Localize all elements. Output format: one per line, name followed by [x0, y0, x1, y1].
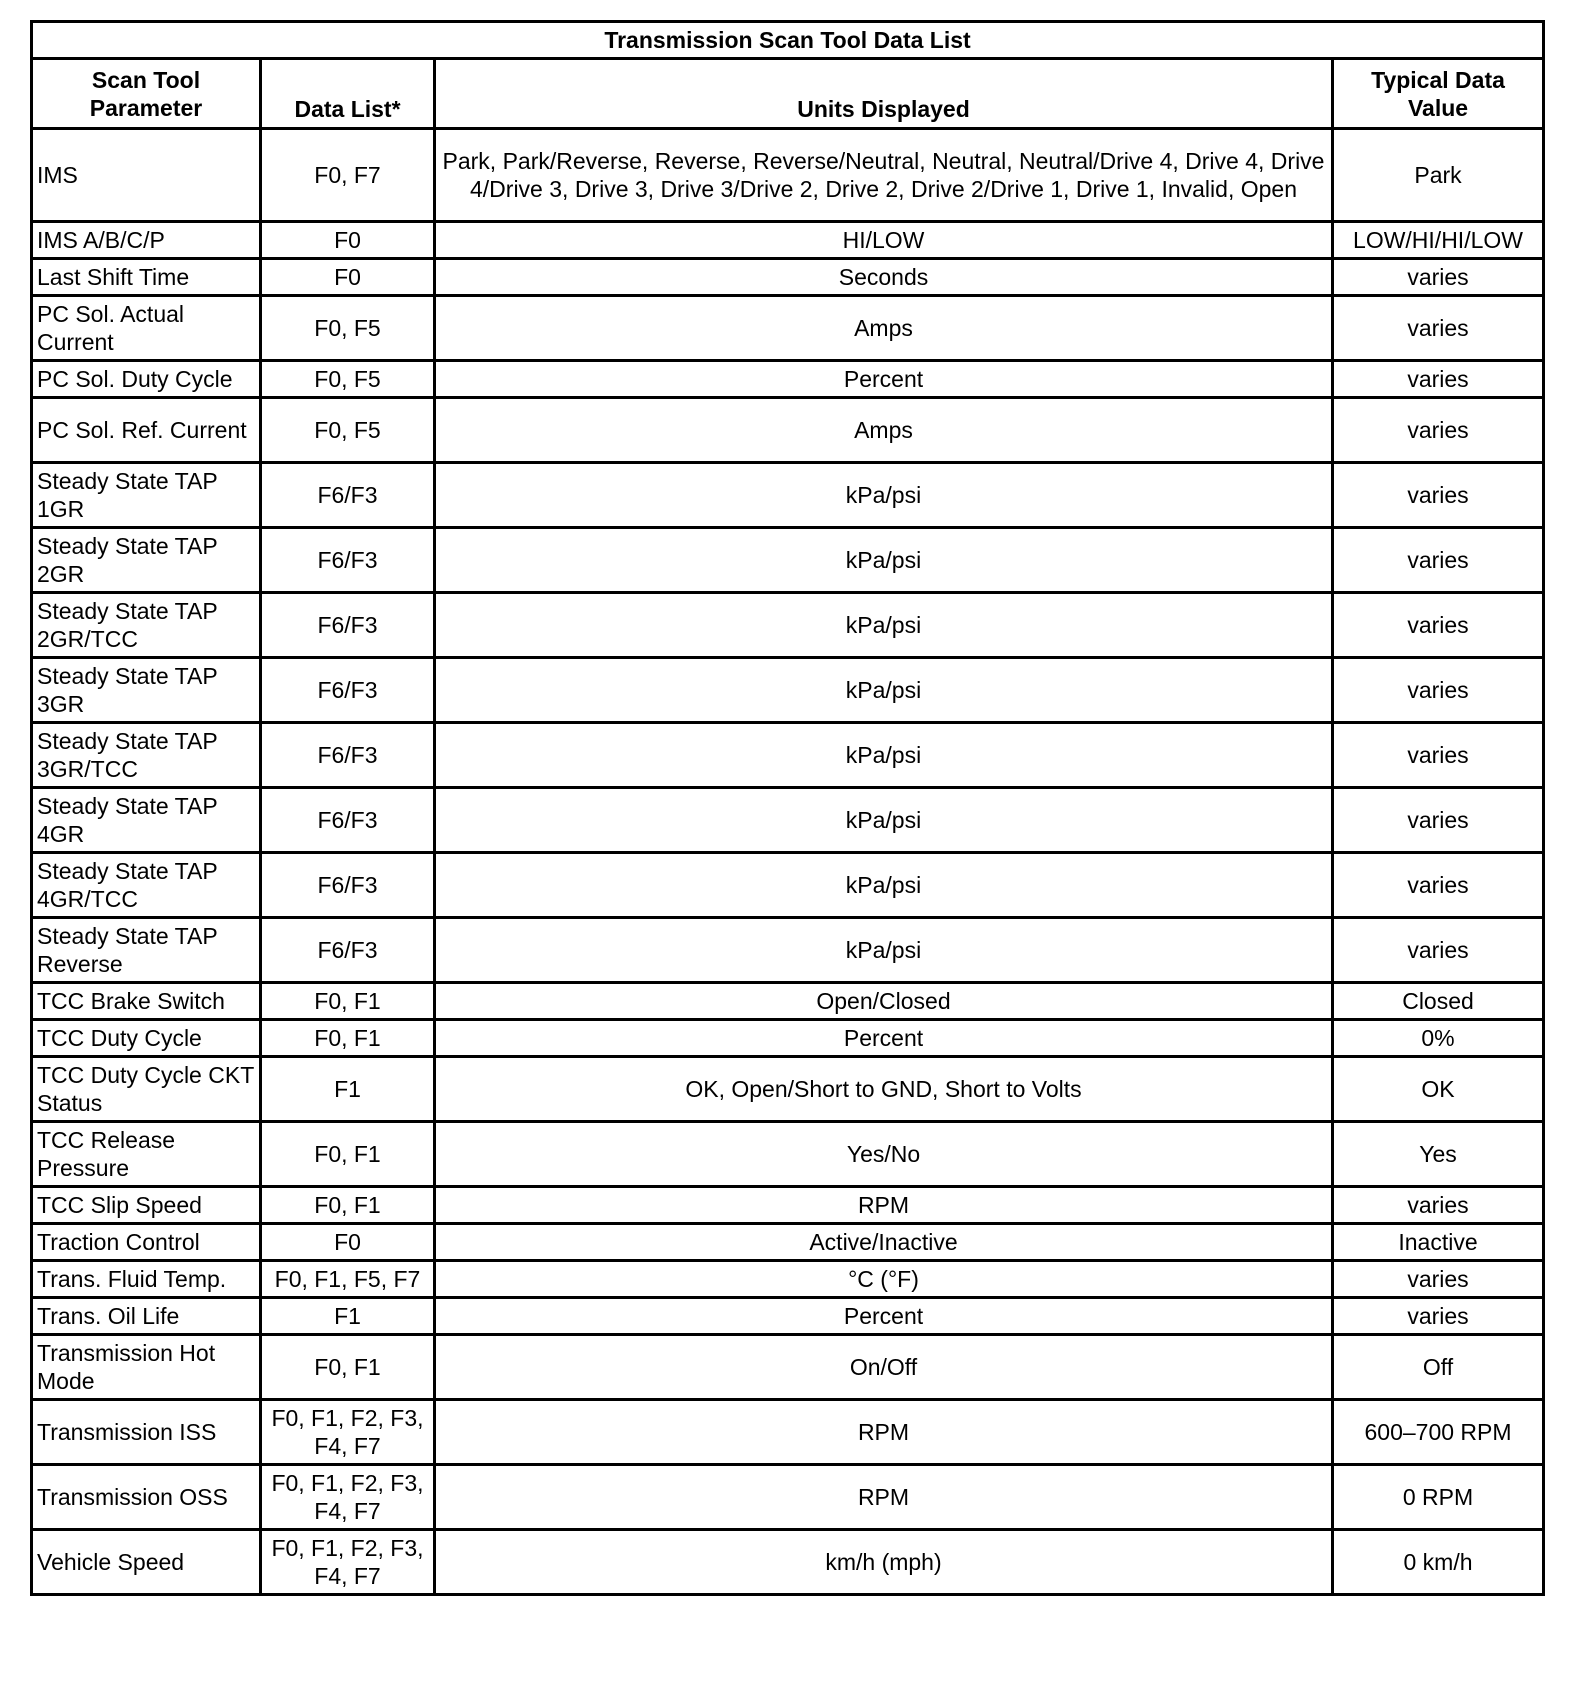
units-cell: Yes/No [435, 1122, 1333, 1187]
units-cell: km/h (mph) [435, 1530, 1333, 1595]
table-row [32, 398, 1544, 463]
table-row [32, 1261, 1544, 1298]
table-row [32, 1465, 1544, 1530]
units-cell: RPM [435, 1465, 1333, 1530]
table-title: Transmission Scan Tool Data List [32, 22, 1544, 59]
typical-value-cell: Off [1333, 1335, 1544, 1400]
units-cell: kPa/psi [435, 528, 1333, 593]
parameter-cell: Trans. Fluid Temp. [32, 1261, 261, 1298]
parameter-cell: IMS A/B/C/P [32, 222, 261, 259]
parameter-cell: Trans. Oil Life [32, 1298, 261, 1335]
table-row [32, 1122, 1544, 1187]
data-list-cell: F6/F3 [261, 853, 435, 918]
data-list-cell: F0, F1 [261, 1187, 435, 1224]
typical-value-cell: varies [1333, 853, 1544, 918]
units-cell: RPM [435, 1400, 1333, 1465]
data-list-cell: F0, F1 [261, 1335, 435, 1400]
parameter-cell: Steady State TAP 4GR/TCC [32, 853, 261, 918]
parameter-cell: TCC Slip Speed [32, 1187, 261, 1224]
parameter-cell: Transmission ISS [32, 1400, 261, 1465]
table-body [32, 129, 1544, 1595]
data-list-cell: F0 [261, 222, 435, 259]
table-row [32, 593, 1544, 658]
table-row [32, 1187, 1544, 1224]
typical-value-cell: varies [1333, 398, 1544, 463]
units-cell: kPa/psi [435, 723, 1333, 788]
parameter-cell: Steady State TAP Reverse [32, 918, 261, 983]
units-cell: Active/Inactive [435, 1224, 1333, 1261]
parameter-cell: TCC Brake Switch [32, 983, 261, 1020]
typical-value-cell: varies [1333, 723, 1544, 788]
data-list-cell: F6/F3 [261, 463, 435, 528]
units-cell: HI/LOW [435, 222, 1333, 259]
typical-value-cell: varies [1333, 658, 1544, 723]
data-list-cell: F0, F1, F2, F3, F4, F7 [261, 1465, 435, 1530]
typical-value-cell: varies [1333, 463, 1544, 528]
units-cell: Percent [435, 1298, 1333, 1335]
data-list-cell: F6/F3 [261, 918, 435, 983]
table-row [32, 1400, 1544, 1465]
units-cell: Amps [435, 398, 1333, 463]
data-list-cell: F0 [261, 259, 435, 296]
data-list-cell: F6/F3 [261, 723, 435, 788]
scan-tool-data-table [30, 20, 1545, 1596]
table-row [32, 296, 1544, 361]
table-row [32, 528, 1544, 593]
parameter-cell: IMS [32, 129, 261, 222]
typical-value-cell: varies [1333, 1298, 1544, 1335]
parameter-cell: PC Sol. Actual Current [32, 296, 261, 361]
typical-value-cell: OK [1333, 1057, 1544, 1122]
data-list-cell: F1 [261, 1057, 435, 1122]
typical-value-cell: varies [1333, 296, 1544, 361]
data-list-cell: F0, F1 [261, 983, 435, 1020]
table-title-row [32, 22, 1544, 59]
typical-value-cell: Inactive [1333, 1224, 1544, 1261]
parameter-cell: Steady State TAP 3GR/TCC [32, 723, 261, 788]
table-row [32, 1530, 1544, 1595]
parameter-cell: PC Sol. Duty Cycle [32, 361, 261, 398]
units-cell: kPa/psi [435, 853, 1333, 918]
units-cell: Open/Closed [435, 983, 1333, 1020]
units-cell: kPa/psi [435, 918, 1333, 983]
header-parameter: Scan Tool Parameter [32, 59, 261, 129]
table-row [32, 853, 1544, 918]
data-list-cell: F0 [261, 1224, 435, 1261]
data-list-cell: F6/F3 [261, 593, 435, 658]
header-data-list: Data List* [261, 59, 435, 129]
typical-value-cell: Yes [1333, 1122, 1544, 1187]
table-row [32, 788, 1544, 853]
data-list-cell: F1 [261, 1298, 435, 1335]
table-row [32, 129, 1544, 222]
parameter-cell: Transmission Hot Mode [32, 1335, 261, 1400]
parameter-cell: Vehicle Speed [32, 1530, 261, 1595]
typical-value-cell: varies [1333, 361, 1544, 398]
table-row [32, 1298, 1544, 1335]
units-cell: RPM [435, 1187, 1333, 1224]
data-list-cell: F0, F1 [261, 1122, 435, 1187]
header-units: Units Displayed [435, 59, 1333, 129]
parameter-cell: Steady State TAP 2GR/TCC [32, 593, 261, 658]
data-list-cell: F0, F7 [261, 129, 435, 222]
parameter-cell: Steady State TAP 4GR [32, 788, 261, 853]
units-cell: kPa/psi [435, 658, 1333, 723]
table-row [32, 361, 1544, 398]
table-row [32, 1224, 1544, 1261]
parameter-cell: PC Sol. Ref. Current [32, 398, 261, 463]
units-cell: Seconds [435, 259, 1333, 296]
table-row [32, 463, 1544, 528]
typical-value-cell: varies [1333, 593, 1544, 658]
typical-value-cell: Closed [1333, 983, 1544, 1020]
table-row [32, 658, 1544, 723]
table-row [32, 918, 1544, 983]
typical-value-cell: varies [1333, 1187, 1544, 1224]
units-cell: On/Off [435, 1335, 1333, 1400]
typical-value-cell: varies [1333, 918, 1544, 983]
parameter-cell: Traction Control [32, 1224, 261, 1261]
units-cell: kPa/psi [435, 463, 1333, 528]
parameter-cell: TCC Release Pressure [32, 1122, 261, 1187]
table-row [32, 983, 1544, 1020]
parameter-cell: TCC Duty Cycle [32, 1020, 261, 1057]
parameter-cell: TCC Duty Cycle CKT Status [32, 1057, 261, 1122]
parameter-cell: Last Shift Time [32, 259, 261, 296]
data-list-cell: F0, F1, F2, F3, F4, F7 [261, 1400, 435, 1465]
data-list-cell: F0, F1, F2, F3, F4, F7 [261, 1530, 435, 1595]
typical-value-cell: 600–700 RPM [1333, 1400, 1544, 1465]
typical-value-cell: varies [1333, 1261, 1544, 1298]
data-list-cell: F6/F3 [261, 788, 435, 853]
parameter-cell: Steady State TAP 2GR [32, 528, 261, 593]
typical-value-cell: 0 RPM [1333, 1465, 1544, 1530]
parameter-cell: Steady State TAP 3GR [32, 658, 261, 723]
data-list-cell: F0, F1 [261, 1020, 435, 1057]
data-list-cell: F6/F3 [261, 658, 435, 723]
typical-value-cell: varies [1333, 788, 1544, 853]
units-cell: Percent [435, 1020, 1333, 1057]
table-row [32, 1057, 1544, 1122]
data-list-cell: F6/F3 [261, 528, 435, 593]
units-cell: OK, Open/Short to GND, Short to Volts [435, 1057, 1333, 1122]
units-cell: kPa/psi [435, 788, 1333, 853]
column-header-row [32, 59, 1544, 129]
units-cell: Amps [435, 296, 1333, 361]
table-row [32, 723, 1544, 788]
typical-value-cell: varies [1333, 528, 1544, 593]
table-row [32, 1335, 1544, 1400]
units-cell: kPa/psi [435, 593, 1333, 658]
parameter-cell: Steady State TAP 1GR [32, 463, 261, 528]
header-typical-value: Typical Data Value [1333, 59, 1544, 129]
table-row [32, 259, 1544, 296]
typical-value-cell: LOW/HI/HI/LOW [1333, 222, 1544, 259]
parameter-cell: Transmission OSS [32, 1465, 261, 1530]
units-cell: Percent [435, 361, 1333, 398]
typical-value-cell: 0 km/h [1333, 1530, 1544, 1595]
typical-value-cell: 0% [1333, 1020, 1544, 1057]
data-list-cell: F0, F5 [261, 361, 435, 398]
units-cell: °C (°F) [435, 1261, 1333, 1298]
table-row [32, 1020, 1544, 1057]
units-cell: Park, Park/Reverse, Reverse, Reverse/Neutral, Neutral, Neutral/Drive 4, Drive 4, Drive 4/Drive 3, Drive 3, Drive 3/Drive 2, Drive 2, Drive 2/Drive 1, Drive 1, Invalid, Open [435, 129, 1333, 222]
data-list-cell: F0, F5 [261, 398, 435, 463]
data-list-cell: F0, F5 [261, 296, 435, 361]
table-row [32, 222, 1544, 259]
typical-value-cell: Park [1333, 129, 1544, 222]
typical-value-cell: varies [1333, 259, 1544, 296]
data-list-cell: F0, F1, F5, F7 [261, 1261, 435, 1298]
